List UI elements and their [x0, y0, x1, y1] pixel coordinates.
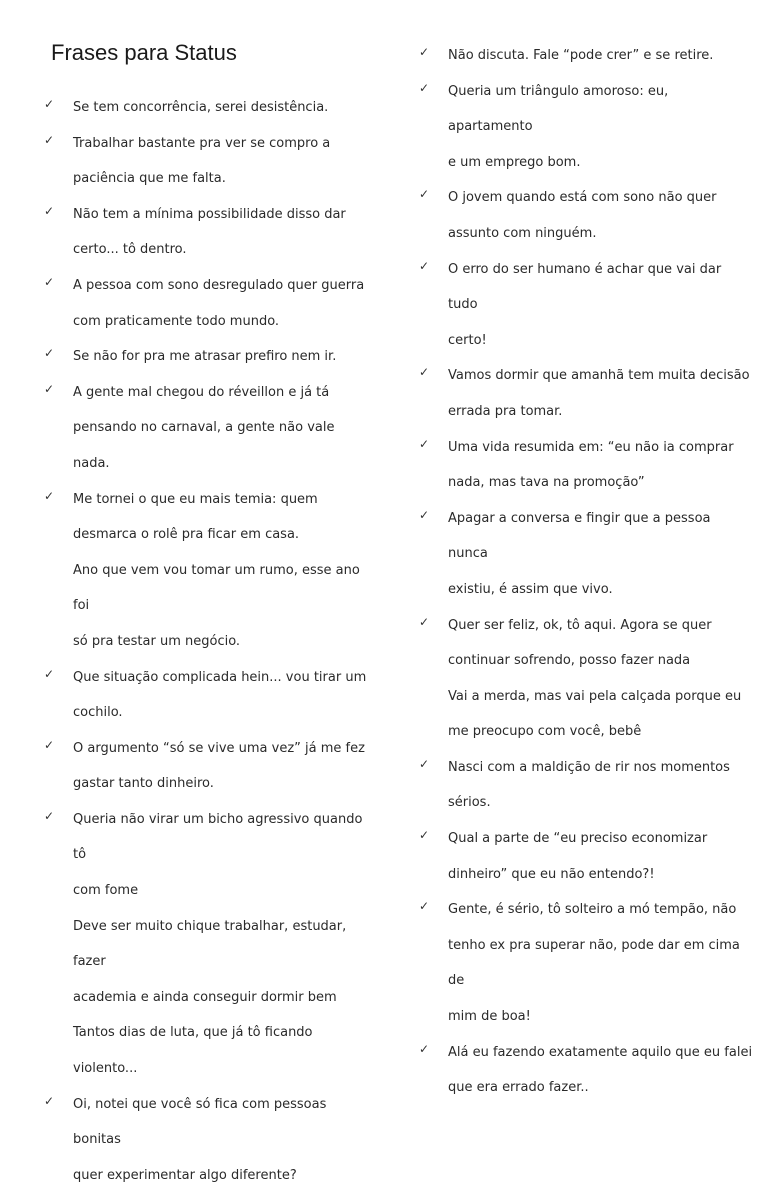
checkmark-icon: ✓: [419, 436, 430, 451]
checkmark-icon: ✓: [44, 1093, 55, 1108]
list-item: [44, 90, 374, 126]
list-item-line: nada, mas tava na promoção”: [448, 475, 645, 491]
list-item-line: Queria um triângulo amoroso: eu, apartamento: [448, 83, 673, 135]
list-item-line: com praticamente todo mundo.: [73, 313, 280, 329]
list-item-line: O argumento “só se vive uma vez” já me fez: [73, 740, 365, 756]
list-item: [419, 750, 754, 821]
list-item: [419, 1035, 754, 1106]
list-item: [44, 482, 374, 660]
list-item-line: tenho ex pra superar não, pode dar em cima de: [448, 937, 745, 989]
list-item-line: Não discuta. Fale “pode crer” e se retire.: [448, 48, 714, 63]
list-item: [44, 126, 374, 197]
list-item-line: certo!: [448, 332, 487, 348]
checkmark-icon: ✓: [419, 187, 430, 202]
checkmark-icon: ✓: [44, 666, 55, 681]
list-item-line: Trabalhar bastante pra ver se compro a: [73, 135, 331, 151]
list-item-line: gastar tanto dinheiro.: [73, 776, 214, 792]
list-item-line: Não tem a mínima possibilidade disso dar: [73, 206, 346, 222]
list-item: [419, 608, 754, 750]
list-item-line: Qual a parte de “eu preciso economizar: [448, 831, 708, 847]
list-item: [419, 430, 754, 501]
list-item-line: Vai a merda, mas vai pela calçada porque eu: [448, 688, 742, 704]
checkmark-icon: ✓: [419, 45, 430, 59]
list-item-line: pensando no carnaval, a gente não vale nada.: [73, 420, 339, 471]
list-item-line: desmarca o rolê pra ficar em casa.: [73, 527, 300, 543]
list-item-line: Apagar a conversa e fingir que a pessoa nunca: [448, 510, 715, 562]
list-item: [44, 731, 374, 802]
checkmark-icon: ✓: [419, 1041, 430, 1056]
list-item-line: com fome: [73, 883, 139, 899]
list-item-line: Me tornei o que eu mais temia: quem: [73, 491, 318, 507]
list-item-line: mim de boa!: [448, 1009, 531, 1025]
list-item-line: assunto com ninguém.: [448, 225, 597, 241]
list-item-line: e um emprego bom.: [448, 154, 581, 170]
checkmark-icon: ✓: [44, 203, 55, 218]
list-item-line: Ano que vem vou tomar um rumo, esse ano foi: [73, 562, 364, 614]
checkmark-icon: ✓: [44, 132, 55, 147]
list-item-line: sérios.: [448, 795, 491, 811]
page-title: Frases para Status: [51, 40, 237, 65]
checkmark-icon: ✓: [44, 381, 55, 396]
checkmark-icon: ✓: [44, 488, 55, 503]
left-column-list: [44, 90, 374, 1193]
checkmark-icon: ✓: [419, 258, 430, 273]
list-item: [419, 821, 754, 892]
list-item-line: Oi, notei que você só fica com pessoas bonitas: [73, 1096, 331, 1148]
checkmark-icon: ✓: [44, 346, 55, 361]
checkmark-icon: ✓: [419, 365, 430, 380]
checkmark-icon: ✓: [44, 737, 55, 752]
list-item: [44, 660, 374, 731]
list-item-line: Vamos dormir que amanhã tem muita decisão: [448, 368, 750, 384]
checkmark-icon: ✓: [44, 274, 55, 289]
list-item-line: Que situação complicada hein... vou tirar um: [73, 669, 367, 685]
right-column-list: [419, 38, 754, 1106]
list-item: [44, 1087, 374, 1193]
checkmark-icon: ✓: [419, 507, 430, 522]
list-item-line: A gente mal chegou do réveillon e já tá: [73, 384, 330, 400]
list-item-line: A pessoa com sono desregulado quer guerra: [73, 277, 365, 293]
list-item-line: Gente, é sério, tô solteiro a mó tempão, não: [448, 902, 737, 918]
list-item: [419, 74, 754, 181]
list-item-line: só pra testar um negócio.: [73, 633, 241, 649]
list-item-line: Uma vida resumida em: “eu não ia comprar: [448, 439, 734, 455]
list-item-line: Deve ser muito chique trabalhar, estudar, fazer: [73, 918, 351, 970]
list-item: [44, 339, 374, 375]
list-item-line: quer experimentar algo diferente?: [73, 1167, 297, 1183]
list-item: [44, 802, 374, 1087]
list-item-line: Se não for pra me atrasar prefiro nem ir.: [73, 349, 337, 365]
list-item-line: Queria não virar um bicho agressivo quando tô: [73, 811, 367, 863]
list-item-line: Tantos dias de luta, que já tô ficando violento...: [73, 1025, 317, 1077]
list-item-line: academia e ainda conseguir dormir bem: [73, 989, 337, 1005]
list-item: [44, 268, 374, 339]
list-item-line: existiu, é assim que vivo.: [448, 581, 613, 597]
checkmark-icon: ✓: [44, 808, 55, 823]
list-item: [419, 38, 754, 74]
list-item-line: continuar sofrendo, posso fazer nada: [448, 653, 691, 669]
list-item: [44, 197, 374, 268]
list-item-line: Nasci com a maldição de rir nos momentos: [448, 759, 730, 775]
checkmark-icon: ✓: [419, 828, 430, 843]
list-item-line: dinheiro” que eu não entendo?!: [448, 866, 655, 882]
checkmark-icon: ✓: [419, 614, 430, 629]
list-item-line: Quer ser feliz, ok, tô aqui. Agora se quer: [448, 617, 712, 633]
list-item-line: errada pra tomar.: [448, 403, 563, 419]
list-item: [44, 375, 374, 482]
list-item-line: certo... tô dentro.: [73, 242, 187, 258]
list-item: [419, 180, 754, 251]
list-item: [419, 252, 754, 359]
list-item-line: O erro do ser humano é achar que vai dar tudo: [448, 261, 726, 313]
list-item: [419, 358, 754, 429]
checkmark-icon: ✓: [419, 756, 430, 771]
checkmark-icon: ✓: [44, 97, 55, 111]
list-item: [419, 892, 754, 1034]
list-item-line: O jovem quando está com sono não quer: [448, 190, 717, 206]
list-item-line: Alá eu fazendo exatamente aquilo que eu falei: [448, 1044, 753, 1060]
checkmark-icon: ✓: [419, 899, 430, 914]
list-item-line: paciência que me falta.: [73, 171, 226, 187]
list-item-line: que era errado fazer..: [448, 1080, 589, 1096]
list-item-line: cochilo.: [73, 705, 123, 721]
list-item: [419, 501, 754, 608]
list-item-line: me preocupo com você, bebê: [448, 724, 642, 740]
checkmark-icon: ✓: [419, 80, 430, 95]
list-item-line: Se tem concorrência, serei desistência.: [73, 100, 329, 115]
